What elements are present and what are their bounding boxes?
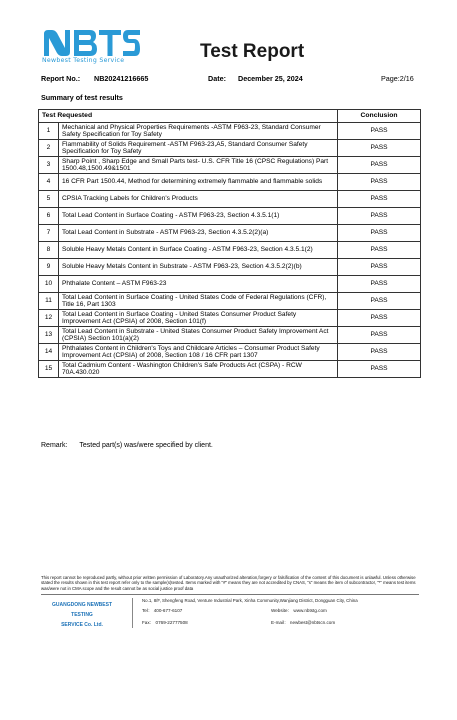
- table-row: [39, 123, 421, 140]
- test-requested: 16 CFR Part 1500.44, Method for determining extremely flammable and flammable solids: [59, 174, 338, 191]
- table-row: [39, 293, 421, 310]
- table-row: [39, 259, 421, 276]
- row-number: 2: [39, 140, 59, 157]
- test-requested: Total Cadmium Content - Washington Children's Safe Products Act (CSPA) - RCW 70A.430.020: [59, 361, 338, 378]
- test-requested: Soluble Heavy Metals Content in Substrate - ASTM F963-23, Section 4.3.5.2(2)(b): [59, 259, 338, 276]
- row-number: 5: [39, 191, 59, 208]
- row-number: 4: [39, 174, 59, 191]
- table-row: [39, 191, 421, 208]
- table-header-row: [39, 110, 421, 123]
- results-table: [38, 109, 421, 378]
- table-row: [39, 327, 421, 344]
- report-title: Test Report: [200, 41, 305, 62]
- company-telephone: Tel： 400-677-6107: [142, 608, 183, 613]
- table-row: [39, 174, 421, 191]
- page-indicator: Page:2/16: [381, 74, 414, 83]
- report-number-label: Report No.:: [41, 74, 81, 83]
- nbts-logo-mark: [42, 28, 142, 58]
- conclusion: PASS: [338, 361, 421, 378]
- date-label: Date:: [208, 74, 226, 83]
- table-row: [39, 310, 421, 327]
- footer-vertical-divider: [132, 598, 133, 628]
- row-number: 10: [39, 276, 59, 293]
- conclusion: PASS: [338, 123, 421, 140]
- conclusion: PASS: [338, 174, 421, 191]
- table-row: [39, 208, 421, 225]
- footer-disclaimer: This report cannot be reproduced partly, without prior written permission of Laboratory.Any unauthorized alteration,forgery or falsification of the content of this document is unlawful. Unless otherwise stated the results shown in this test report refer only to the sample(s)tested. Items marked with "#" means they are not accredited by CNAS, "s" means the item of subcontractor, "*" means test items was/were not in CMA scope and the result cannot be as social justice proof data: [41, 575, 416, 591]
- conclusion: PASS: [338, 157, 421, 174]
- conclusion: PASS: [338, 344, 421, 361]
- test-requested: Mechanical and Physical Properties Requirements -ASTM F963-23, Standard Consumer Safety Specification for Toy Safety: [59, 123, 338, 140]
- table-row: [39, 361, 421, 378]
- table-row: [39, 242, 421, 259]
- test-requested: Total Lead Content in Surface Coating - United States Code of Federal Regulations (CFR), Title 16, Part 1303: [59, 293, 338, 310]
- company-name-line-1: GUANGDONG NEWBEST TESTING: [52, 602, 112, 618]
- conclusion: PASS: [338, 140, 421, 157]
- test-requested: Flammability of Solids Requirement -ASTM F963-23,A5, Standard Consumer Safety Specification for Toy Safety: [59, 140, 338, 157]
- row-number: 13: [39, 327, 59, 344]
- summary-heading: Summary of test results: [41, 93, 123, 102]
- remark: [41, 442, 213, 449]
- table-row: [39, 140, 421, 157]
- row-number: 9: [39, 259, 59, 276]
- company-email: E-mail： newbest@nbtscn.com: [271, 620, 336, 625]
- conclusion: PASS: [338, 225, 421, 242]
- row-number: 1: [39, 123, 59, 140]
- table-row: [39, 276, 421, 293]
- conclusion: PASS: [338, 293, 421, 310]
- row-number: 6: [39, 208, 59, 225]
- test-requested: Soluble Heavy Metals Content in Surface Coating - ASTM F963-23, Section 4.3.5.1(2): [59, 242, 338, 259]
- row-number: 3: [39, 157, 59, 174]
- conclusion: PASS: [338, 191, 421, 208]
- test-requested: Total Lead Content in Surface Coating - United States Consumer Product Safety Improvement Act (CPSIA) of 2008, Section 101(f): [59, 310, 338, 327]
- company-name: [41, 600, 123, 630]
- row-number: 7: [39, 225, 59, 242]
- test-requested: Total Lead Content in Substrate - ASTM F963-23, Section 4.3.5.2(2)(a): [59, 225, 338, 242]
- conclusion: PASS: [338, 276, 421, 293]
- remark-label: Remark:: [41, 442, 68, 449]
- test-requested: Phthalates Content in Children's Toys and Childcare Articles – Consumer Product Safety Improvement Act (CPSIA) of 2008, Section 108 / 16 CFR part 1307: [59, 344, 338, 361]
- table-row: [39, 225, 421, 242]
- table-row: [39, 157, 421, 174]
- conclusion: PASS: [338, 310, 421, 327]
- test-requested: Total Lead Content in Surface Coating - ASTM F963-23, Section 4.3.5.1(1): [59, 208, 338, 225]
- conclusion: PASS: [338, 327, 421, 344]
- conclusion: PASS: [338, 259, 421, 276]
- conclusion: PASS: [338, 208, 421, 225]
- row-number: 11: [39, 293, 59, 310]
- test-requested: Sharp Point , Sharp Edge and Small Parts test- U.S. CFR Title 16 (CPSC Regulations) Part 1500.48,1500.49&1501: [59, 157, 338, 174]
- logo-tagline: Newbest Testing Service: [42, 57, 125, 64]
- company-name-line-2: SERVICE Co. Ltd.: [61, 622, 103, 628]
- conclusion: PASS: [338, 242, 421, 259]
- row-number: 15: [39, 361, 59, 378]
- row-number: 12: [39, 310, 59, 327]
- company-fax: Fax： 0769-22777508: [142, 620, 188, 625]
- test-requested: Total Lead Content in Substrate - United States Consumer Product Safety Improvement Act (CPSIA) Section 101(a)(2): [59, 327, 338, 344]
- footer-divider: [41, 594, 419, 595]
- column-header-test: Test Requested: [39, 110, 338, 123]
- remark-text: Tested part(s) was/were specified by client.: [79, 442, 213, 449]
- results-body: [39, 123, 421, 378]
- report-date: December 25, 2024: [238, 74, 303, 83]
- company-website: Website： www.nbtstg.com: [271, 608, 327, 613]
- column-header-conclusion: Conclusion: [338, 110, 421, 123]
- test-requested: CPSIA Tracking Labels for Children's Products: [59, 191, 338, 208]
- report-number: NB20241216665: [94, 74, 149, 83]
- row-number: 8: [39, 242, 59, 259]
- company-address: No.1, 8/F, Shengfeng Road, Venture Industrial Park, Xinha Community,Wanjiang District, Dongguan City, China: [142, 598, 358, 603]
- row-number: 14: [39, 344, 59, 361]
- test-requested: Phthalate Content – ASTM F963-23: [59, 276, 338, 293]
- table-row: [39, 344, 421, 361]
